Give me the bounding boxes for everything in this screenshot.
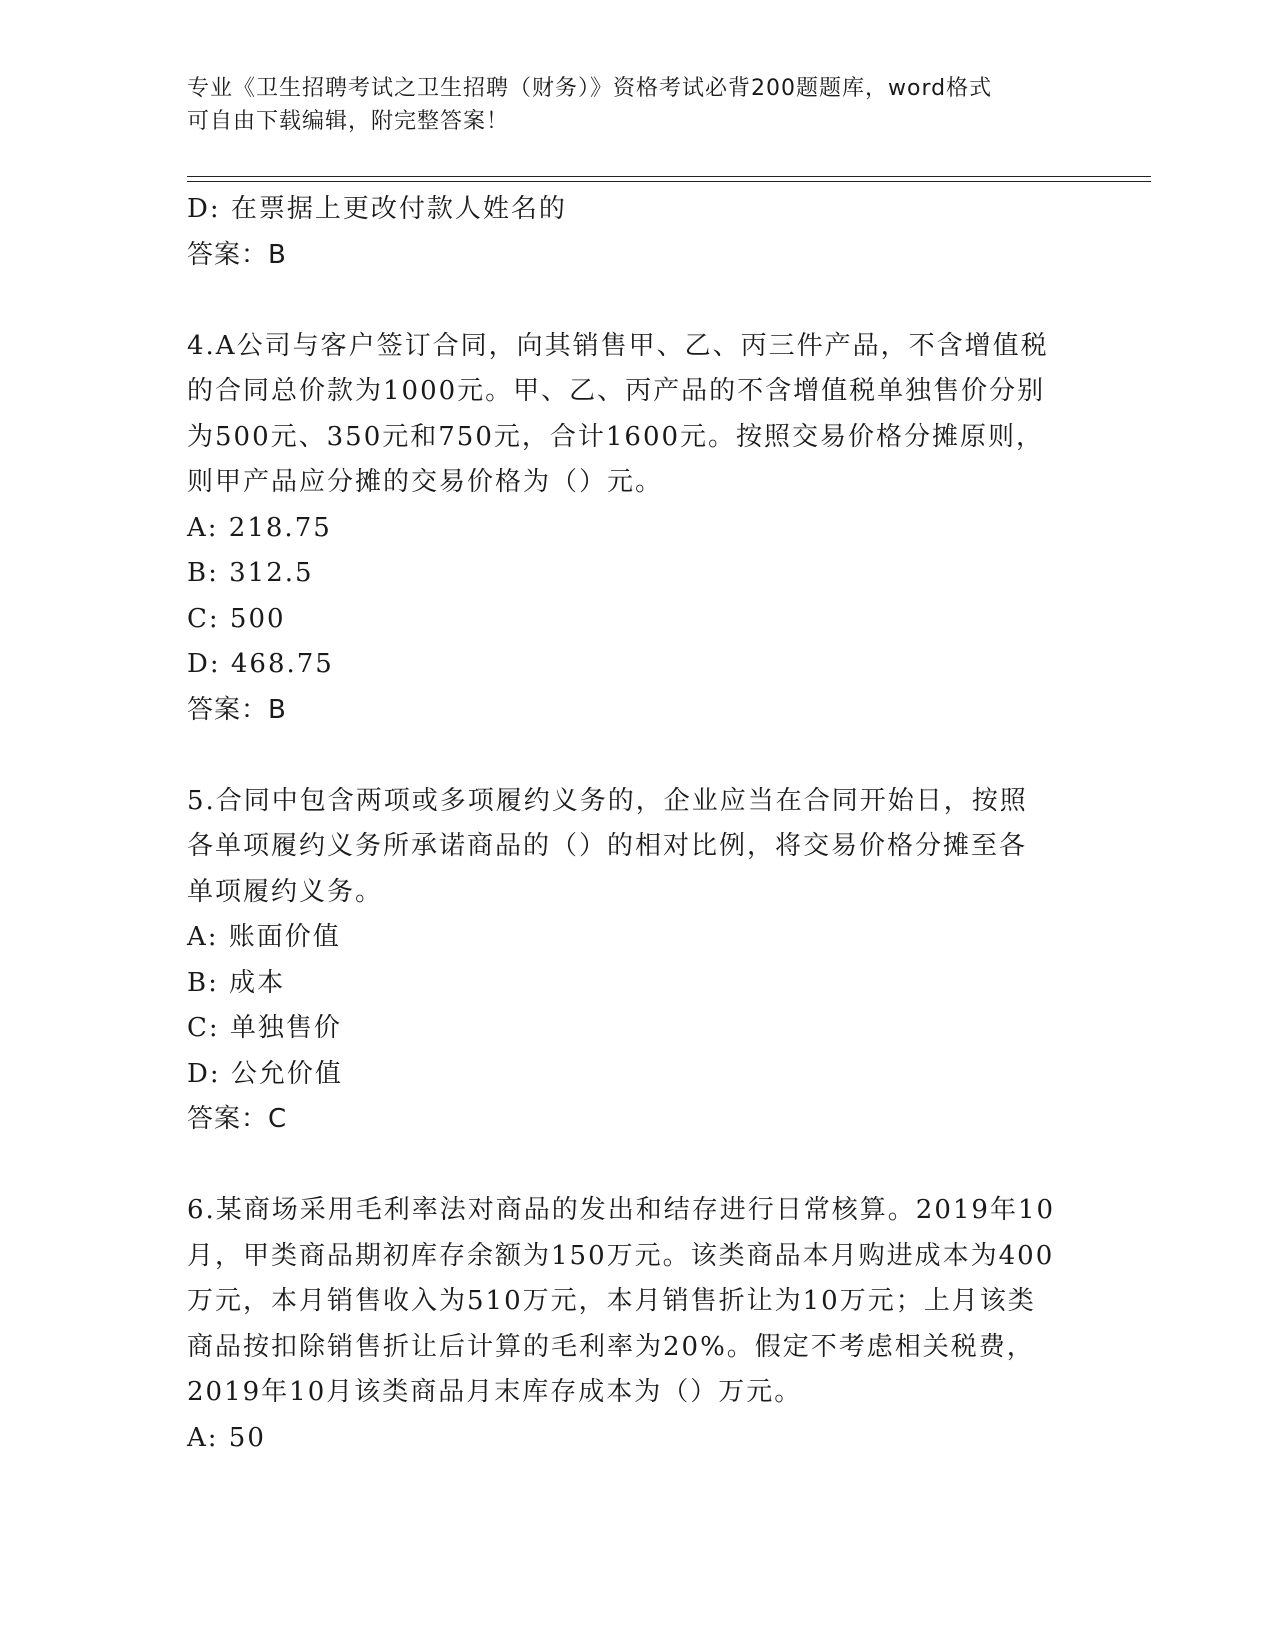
option-c: C: 单独售价 [187, 1013, 342, 1043]
option-a: A: 218.75 [187, 512, 332, 543]
question-stem-line: 2019年10月该类商品月末库存成本为（）万元。 [187, 1377, 803, 1407]
answer-label: 答案：B [187, 239, 287, 270]
header-title-line-2: 可自由下载编辑，附完整答案！ [187, 109, 510, 134]
option-c: C: 500 [187, 603, 286, 634]
question-stem-line: 单项履约义务。 [187, 876, 384, 907]
option-d: D: 468.75 [187, 649, 334, 679]
question-spacer [187, 733, 1087, 779]
answer-label: 答案：C [187, 1104, 288, 1134]
question-stem-line: 万元，本月销售收入为510万元，本月销售折让为10万元；上月该类 [187, 1286, 1036, 1316]
option-d: D: 在票据上更改付款人姓名的 [187, 194, 567, 224]
question-4 [187, 324, 1087, 734]
question-stem-line: 5.合同中包含两项或多项履约义务的，企业应当在合同开始日，按照 [187, 785, 1028, 816]
question-stem-line: 则甲产品应分摊的交易价格为（）元。 [187, 467, 664, 497]
question-content [187, 187, 1087, 1461]
question-stem-line: 6.某商场采用毛利率法对商品的发出和结存进行日常核算。2019年10 [187, 1195, 1056, 1225]
option-a: A: 50 [187, 1422, 266, 1453]
question-stem-line: 4.A公司与客户签订合同，向其销售甲、乙、丙三件产品，不含增值税 [187, 330, 1049, 361]
question-stem-line: 的合同总价款为1000元。甲、乙、丙产品的不含增值税单独售价分别 [187, 376, 1046, 406]
question-spacer [187, 1143, 1087, 1189]
answer-label: 答案：B [187, 694, 287, 725]
header-title-line-1: 专业《卫生招聘考试之卫生招聘（财务）》资格考试必背200题题库，word格式 [187, 76, 993, 101]
question-stem-line: 为500元、350元和750元，合计1600元。按照交易价格分摊原则， [187, 421, 1045, 452]
question-3-continued [187, 187, 1087, 278]
question-stem-line: 商品按扣除销售折让后计算的毛利率为20%。假定不考虑相关税费， [187, 1331, 1035, 1362]
question-5 [187, 779, 1087, 1143]
question-stem-line: 各单项履约义务所承诺商品的（）的相对比例，将交易价格分摊至各 [187, 831, 1028, 861]
option-d: D: 公允价值 [187, 1058, 343, 1089]
question-spacer [187, 278, 1087, 324]
option-a: A: 账面价值 [187, 922, 341, 952]
option-b: B: 312.5 [187, 558, 314, 588]
header-double-rule [187, 176, 1151, 182]
question-stem-line: 月，甲类商品期初库存余额为150万元。该类商品本月购进成本为400 [187, 1240, 1055, 1271]
option-b: B: 成本 [187, 967, 286, 998]
document-header [187, 72, 1067, 138]
question-6 [187, 1188, 1087, 1461]
